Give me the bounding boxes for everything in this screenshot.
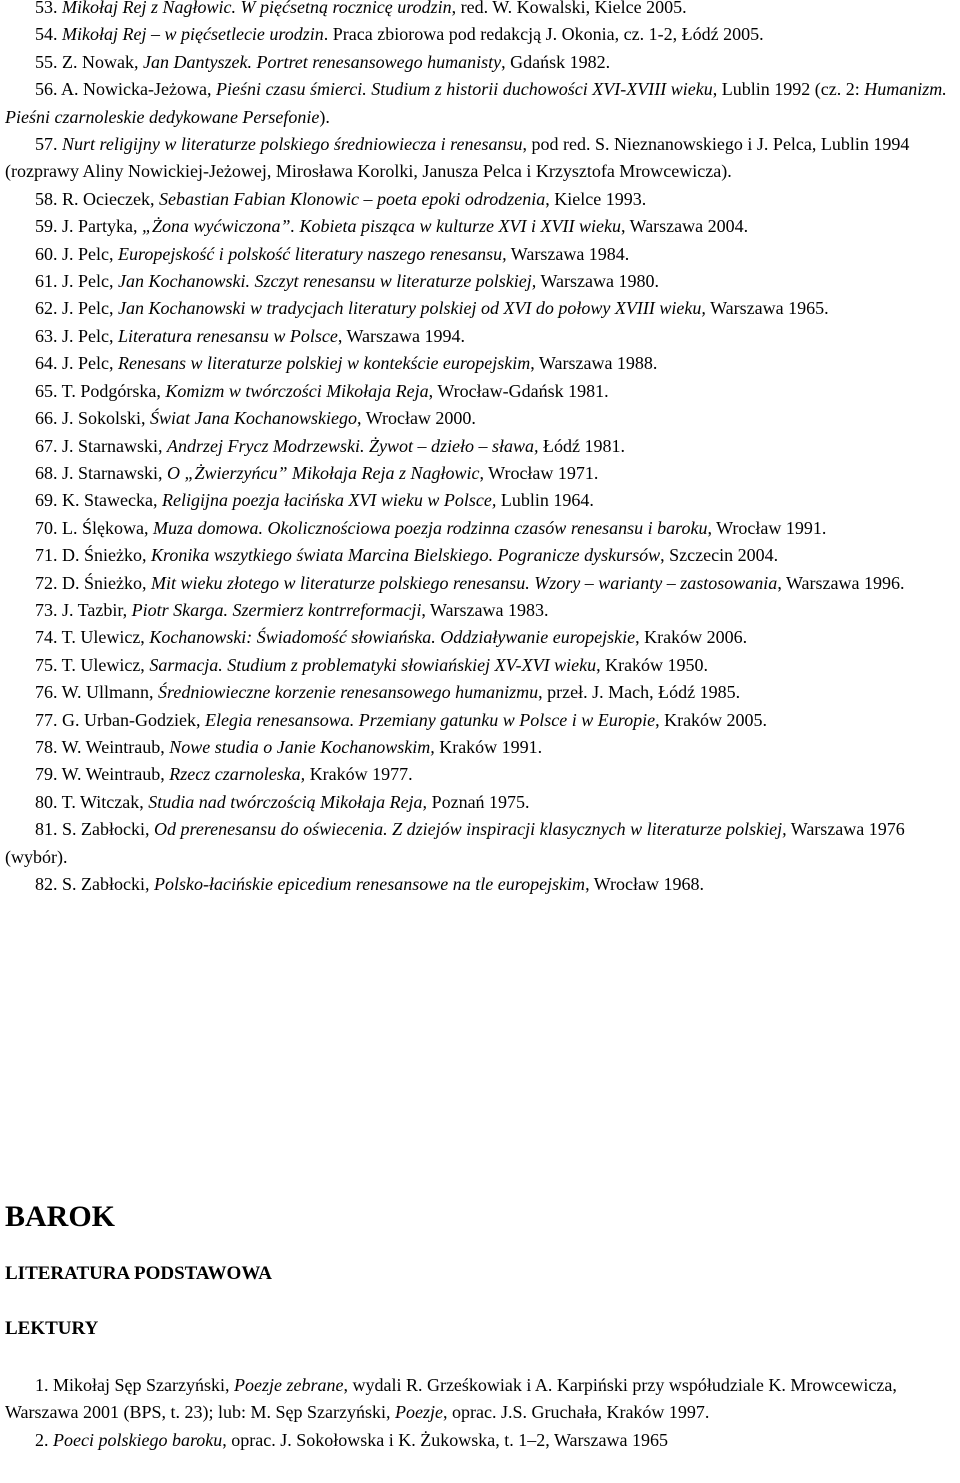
- entry-number: 70.: [35, 517, 58, 538]
- entry-title: Literatura renesansu w Polsce: [118, 325, 338, 346]
- bibliography-entry: [5, 131, 954, 186]
- bibliography-entry: [5, 542, 954, 569]
- entry-title: Nowe studia o Janie Kochanowskim,: [169, 736, 435, 757]
- entry-text: L. Ślękowa,: [57, 517, 153, 538]
- entry-title: O „Żwierzyńcu” Mikołaja Reja z Nagłowic: [167, 462, 480, 483]
- bibliography-entry: [5, 570, 954, 597]
- entry-number: 56.: [35, 79, 58, 100]
- entry-number: 76.: [35, 682, 58, 703]
- bibliography-entry: [5, 295, 954, 322]
- entry-text: J. Pelc,: [57, 271, 118, 292]
- entry-title: Europejskość i polskość literatury naszego renesansu,: [118, 243, 507, 264]
- entry-title: Religijna poezja łacińska XVI wieku w Polsce,: [161, 490, 497, 511]
- entry-number: 66.: [35, 408, 58, 429]
- entry-title: Polsko-łacińskie epicedium renesansowe na tle europejskim: [154, 874, 586, 894]
- entry-text: . Praca zbiorowa pod redakcją J. Okonia, cz. 1-2, Łódź 2005.: [323, 24, 764, 45]
- bibliography-entry: [5, 213, 954, 240]
- entry-text: Kraków 1977.: [305, 764, 413, 785]
- entry-text: T. Ulewicz,: [57, 627, 150, 648]
- entry-number: 82.: [35, 874, 58, 894]
- entry-title: Średniowieczne korzenie renesansowego humanizmu: [158, 682, 539, 703]
- entry-text: J. Partyka,: [57, 216, 142, 237]
- entry-text: , Wrocław 1968.: [585, 874, 704, 894]
- bibliography-entry: [5, 405, 954, 432]
- entry-text: W. Weintraub,: [57, 736, 170, 757]
- entry-text: Łódź 1981.: [538, 435, 625, 456]
- entry-number: 68.: [35, 462, 58, 483]
- entry-title: Andrzej Frycz Modrzewski. Żywot – dzieło – sława,: [167, 435, 539, 456]
- entry-title: Kronika wszytkiego świata Marcina Bielskiego. Pogranicze dyskursów: [151, 545, 661, 566]
- entry-title: Renesans w literaturze polskiej w kontekście europejskim: [118, 353, 531, 374]
- entry-text: , Kraków 2005.: [655, 709, 768, 730]
- bibliography-entry: [5, 761, 954, 788]
- entry-title: Elegia renesansowa. Przemiany gatunku w Polsce i w Europie: [204, 709, 656, 730]
- entry-number: 77.: [35, 709, 58, 730]
- entry-title: Poezje: [395, 1402, 443, 1423]
- bibliography-entry: [5, 76, 954, 131]
- entry-text: Warszawa 1976 (wybór).: [5, 819, 905, 867]
- entry-number: 57.: [35, 134, 58, 155]
- entry-text: S. Zabłocki,: [57, 874, 154, 894]
- entry-number: 53.: [35, 0, 58, 17]
- bibliography-entry: [5, 597, 954, 624]
- bibliography-entry: [5, 0, 954, 21]
- entry-title: Jan Kochanowski w tradycjach literatury polskiej od XVI do połowy XVIII wieku,: [118, 298, 706, 319]
- bibliography-entry: [5, 652, 954, 679]
- entry-text: , Wrocław 2000.: [357, 408, 476, 429]
- bibliography-entry: [5, 1427, 954, 1454]
- entry-number: 72.: [35, 572, 58, 593]
- entry-title: Jan Kochanowski. Szczyt renesansu w literaturze polskiej,: [118, 271, 537, 292]
- entry-number: 55.: [35, 51, 58, 72]
- entry-text: A. Nowicka-Jeżowa,: [57, 79, 216, 100]
- entry-text: , Wrocław-Gdańsk 1981.: [428, 380, 609, 401]
- entry-text: , Warszawa 2004.: [620, 216, 749, 237]
- entry-number: 74.: [35, 627, 58, 648]
- entry-title: Humanizm. Pieśni czarnoleskie dedykowane Persefonie: [5, 79, 947, 127]
- entry-text: , Warszawa 1983.: [421, 599, 549, 620]
- entry-text: , Kraków 1950.: [596, 654, 709, 675]
- entry-text: T. Witczak,: [57, 791, 149, 812]
- entry-text: , Warszawa 1994.: [337, 325, 466, 346]
- entry-text: , Wrocław 1991.: [707, 517, 827, 538]
- bibliography-entry: [5, 241, 954, 268]
- entry-text: , Warszawa 1988.: [530, 353, 658, 374]
- entry-title: Rzecz czarnoleska,: [169, 764, 306, 785]
- entry-text: Mikołaj Sęp Szarzyński,: [48, 1375, 234, 1395]
- entry-text: Kraków 1991.: [434, 736, 543, 757]
- entry-number: 63.: [35, 325, 58, 346]
- section-title: BAROK: [5, 1200, 116, 1233]
- bibliography-entry: [5, 1372, 954, 1427]
- entry-text: J. Pelc,: [57, 325, 118, 346]
- bibliography-entry: [5, 268, 954, 295]
- bibliography-entry: [5, 734, 954, 761]
- entry-text: , Wrocław 1971.: [479, 462, 599, 483]
- entry-text: K. Stawecka,: [57, 490, 162, 511]
- entry-text: , przeł. J. Mach, Łódź 1985.: [538, 682, 741, 703]
- entry-text: , Lublin 1992 (cz. 2:: [712, 79, 865, 100]
- bibliography-entry: [5, 460, 954, 487]
- entry-text: T. Podgórska,: [57, 380, 166, 401]
- entry-number: 78.: [35, 736, 58, 757]
- entry-title: Jan Dantyszek. Portret renesansowego humanisty: [142, 51, 502, 72]
- entry-number: 67.: [35, 435, 58, 456]
- entry-title: „Żona wyćwiczona”. Kobieta pisząca w kulturze XVI i XVII wieku: [142, 216, 621, 237]
- entry-text: , Gdańsk 1982.: [501, 51, 611, 72]
- entry-text: J. Starnawski,: [57, 462, 167, 483]
- entry-number: 65.: [35, 380, 58, 401]
- bibliography-entry: [5, 21, 954, 48]
- entry-text: , Kraków 2006.: [635, 627, 748, 648]
- entry-text: ).: [319, 106, 330, 127]
- entry-number: 60.: [35, 243, 58, 264]
- entry-text: W. Weintraub,: [57, 764, 170, 785]
- bibliography-list: [5, 0, 954, 898]
- entry-text: J. Pelc,: [57, 243, 118, 264]
- bibliography-entry: [5, 433, 954, 460]
- entry-text: Warszawa 1965.: [705, 298, 829, 319]
- entry-text: , oprac. J. Sokołowska i K. Żukowska, t. 1–2, Warszawa 1965: [222, 1429, 668, 1450]
- entry-text: J. Starnawski,: [57, 435, 167, 456]
- entry-number: 59.: [35, 216, 58, 237]
- entry-title: Studia nad twórczością Mikołaja Reja,: [148, 791, 428, 812]
- subsection-title: LITERATURA PODSTAWOWA: [5, 1263, 272, 1284]
- entry-title: Komizm w twórczości Mikołaja Reja: [165, 380, 429, 401]
- entry-number: 54.: [35, 24, 58, 45]
- entry-title: Mikołaj Rej – w pięćsetlecie urodzin: [62, 24, 324, 45]
- entry-number: 79.: [35, 764, 58, 785]
- bibliography-entry: [5, 871, 954, 898]
- entry-text: Warszawa 1980.: [536, 271, 659, 292]
- readings-title: LEKTURY: [5, 1318, 99, 1339]
- entry-text: Z. Nowak,: [57, 51, 143, 72]
- entry-text: Lublin 1964.: [496, 490, 594, 511]
- entry-text: J. Pelc,: [57, 353, 118, 374]
- entry-number: 71.: [35, 545, 58, 566]
- entry-number: 2.: [35, 1429, 49, 1450]
- bibliography-entry: [5, 350, 954, 377]
- entry-text: , oprac. J.S. Gruchała, Kraków 1997.: [443, 1402, 710, 1423]
- entry-text: J. Sokolski,: [57, 408, 151, 429]
- entry-text: , wydali R. Grześkowiak i A. Karpiński przy współudziale K. Mrowcewicza, Warszawa 2001 (BPS, t. 23); lub: M. Sęp Szarzyński,: [5, 1375, 897, 1423]
- bibliography-entry: [5, 816, 954, 871]
- entry-text: R. Ocieczek,: [57, 188, 159, 209]
- entry-title: Sebastian Fabian Klonowic – poeta epoki odrodzenia: [158, 188, 546, 209]
- entry-number: 69.: [35, 490, 58, 511]
- bibliography-entry: [5, 323, 954, 350]
- entry-text: , Kielce 1993.: [545, 188, 647, 209]
- entry-text: G. Urban-Godziek,: [57, 709, 205, 730]
- bibliography-entry: [5, 487, 954, 514]
- bibliography-entry: [5, 789, 954, 816]
- bibliography-entry: [5, 679, 954, 706]
- entry-title: Od prerenesansu do oświecenia. Z dziejów inspiracji klasycznych w literaturze polskiej,: [154, 819, 787, 840]
- bibliography-entry: [5, 515, 954, 542]
- bibliography-entry: [5, 186, 954, 213]
- entry-number: 61.: [35, 271, 58, 292]
- entry-text: Warszawa 1984.: [506, 243, 630, 264]
- entry-number: 64.: [35, 353, 58, 374]
- entry-text: S. Zabłocki,: [57, 819, 154, 840]
- entry-title: Pieśni czasu śmierci. Studium z historii duchowości XVI-XVIII wieku: [215, 79, 713, 100]
- entry-text: , Warszawa 1996.: [777, 572, 905, 593]
- bibliography-entry: [5, 378, 954, 405]
- entry-text: D. Śnieżko,: [57, 545, 151, 566]
- entry-text: J. Tazbir,: [57, 599, 132, 620]
- entry-title: Świat Jana Kochanowskiego: [150, 408, 358, 429]
- entry-title: Nurt religijny w literaturze polskiego średniowiecza i renesansu: [62, 134, 523, 155]
- entry-title: Piotr Skarga. Szermierz kontrreformacji: [131, 599, 422, 620]
- bibliography-entry: [5, 49, 954, 76]
- entry-number: 1.: [35, 1375, 49, 1395]
- entry-text: Poznań 1975.: [427, 791, 530, 812]
- bibliography-entry: [5, 707, 954, 734]
- entry-title: Poezje zebrane: [233, 1375, 344, 1395]
- entry-text: , Szczecin 2004.: [660, 545, 779, 566]
- entry-text: , red. W. Kowalski, Kielce 2005.: [451, 0, 687, 17]
- entry-text: D. Śnieżko,: [57, 572, 151, 593]
- entry-title: Mit wieku złotego w literaturze polskiego renesansu. Wzory – warianty – zastosowania: [151, 572, 778, 593]
- entry-title: Sarmacja. Studium z problematyki słowiańskiej XV-XVI wieku: [149, 654, 597, 675]
- entry-number: 73.: [35, 599, 58, 620]
- entry-title: Mikołaj Rej z Nagłowic. W pięćsetną rocznicę urodzin: [62, 0, 452, 17]
- entry-text: J. Pelc,: [57, 298, 118, 319]
- entry-title: Muza domowa. Okolicznościowa poezja rodzinna czasów renesansu i baroku: [152, 517, 708, 538]
- bibliography-entry: [5, 624, 954, 651]
- entry-number: 62.: [35, 298, 58, 319]
- entry-text: T. Ulewicz,: [57, 654, 150, 675]
- entry-title: Kochanowski: Świadomość słowiańska. Oddziaływanie europejskie: [149, 627, 636, 648]
- entry-text: , pod red. S. Nieznanowskiego i J. Pelca, Lublin 1994 (rozprawy Aliny Nowickiej-Jeżowej, Mirosława Korolki, Janusza Pelca i Krzysztofa Mrowcewicza).: [5, 134, 910, 182]
- entry-number: 80.: [35, 791, 58, 812]
- readings-list: [5, 1372, 954, 1454]
- entry-number: 75.: [35, 654, 58, 675]
- entry-title: Poeci polskiego baroku: [53, 1429, 223, 1450]
- entry-text: W. Ullmann,: [57, 682, 159, 703]
- entry-number: 81.: [35, 819, 58, 840]
- entry-number: 58.: [35, 188, 58, 209]
